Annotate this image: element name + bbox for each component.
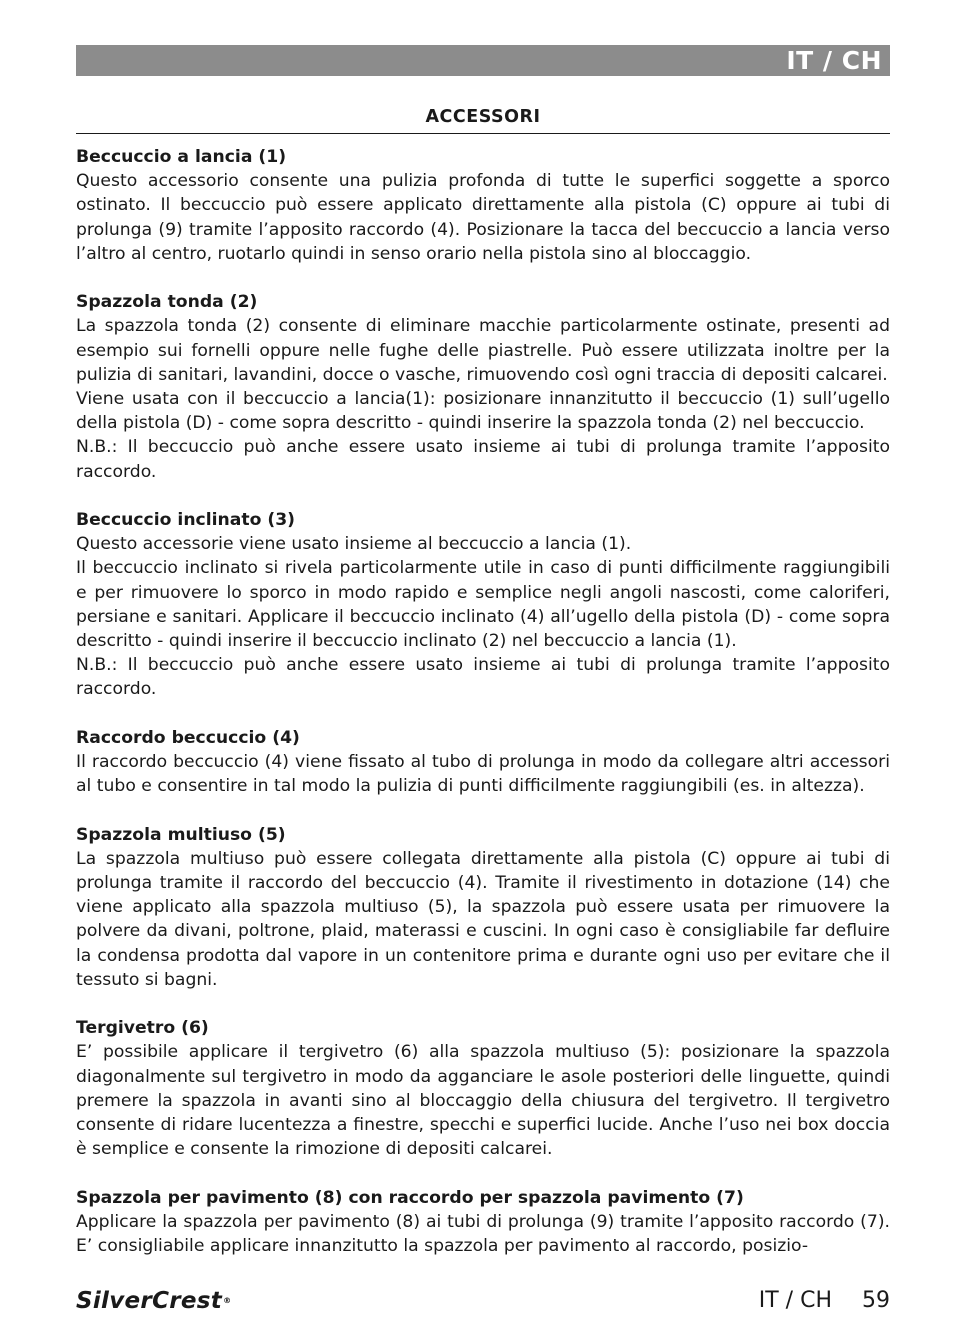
section-paragraph: Questo accessorio consente una pulizia profonda di tutte le superfici soggette a sporco ostinato. Il beccuccio può essere applicato direttamente alla pistola (C) oppure ai tubi di prolunga (9) tramite l’apposito raccordo (4). Posizionare la tacca del beccuccio a lancia verso l’altro al centro, ruotarlo quindi in senso orario nella pistola sino al bloccaggio.: [76, 171, 890, 264]
section-block: [76, 290, 890, 484]
section-block: [76, 145, 890, 266]
section-heading: Tergivetro (6): [76, 1018, 209, 1039]
section-paragraph: Viene usata con il beccuccio a lancia(1): posizionare innanzitutto il beccuccio (1) sull’ugello della pistola (D) - come sopra descritto - quindi inserire la spazzola tonda (2) nel beccuccio.: [76, 389, 890, 434]
section-block: [76, 1016, 890, 1161]
section-paragraph: N.B.: Il beccuccio può anche essere usato insieme ai tubi di prolunga tramite l’apposito raccordo.: [76, 655, 890, 700]
section-heading: Beccuccio a lancia (1): [76, 147, 287, 167]
brand-logo: SilverCrest®: [76, 1288, 232, 1314]
section-paragraph: Il beccuccio inclinato si rivela particolarmente utile in caso di punti difficilmente raggiungibili e per rimuovere lo sporco in modo rapido e semplice negli angoli nascosti, come caloriferi, persiane e sanitari. Applicare il beccuccio inclinato (4) all’ugello della pistola (D) - come sopra descritto - quindi inserire il beccuccio inclinato (2) nel beccuccio a lancia (1).: [76, 558, 890, 652]
section-title: ACCESSORI: [425, 107, 541, 127]
section-paragraph: La spazzola tonda (2) consente di eliminare macchie particolarmente ostinate, presenti ad esempio sui fornelli oppure nelle fughe delle piastrelle. Può essere utilizzata inoltre per la pulizia di sanitari, lavandini, docce o vasche, rimuovendo così ogni traccia di depositi calcarei.: [76, 316, 890, 385]
section-paragraph: Applicare la spazzola per pavimento (8) ai tubi di prolunga (9) tramite l’apposito raccordo (7). E’ consigliabile applicare innanzitutto la spazzola per pavimento al raccordo, posizio-: [76, 1211, 890, 1257]
section-paragraph: Il raccordo beccuccio (4) viene fissato al tubo di prolunga in modo da collegare altri accessori al tubo e consentire in tal modo la pulizia di punti difficilmente raggiungibili (es. in altezza).: [76, 752, 890, 797]
document-body: [76, 145, 890, 1282]
footer-language: IT / CH: [758, 1288, 832, 1313]
header-language-label: IT / CH: [786, 46, 882, 75]
section-block: [76, 823, 890, 992]
page-number: 59: [862, 1288, 890, 1313]
section-paragraph: La spazzola multiuso può essere collegata direttamente alla pistola (C) oppure ai tubi di prolunga tramite il raccordo del beccuccio (4). Tramite il rivestimento in dotazione (14) che viene applicato alla spazzola multiuso (5), la spazzola può essere usata per rimuovere la polvere da divani, poltrone, plaid, materassi e cuscini. In ogni caso è consigliabile far defluire la condensa prodotta dal vapore in un contenitore prima e durante ogni uso per evitare che il tessuto si bagni.: [76, 848, 890, 990]
section-paragraph: E’ possibile applicare il tergivetro (6) alla spazzola multiuso (5): posizionare la spazzola diagonalmente sul tergivetro in modo da agganciare le asole posteriori delle linguette, quindi premere la spazzola in avanti sino al bloccaggio della chiusura del tergivetro. Il tergivetro consente di ridare lucentezza a finestre, specchi e superfici lucide. Anche l’uso nei box doccia è semplice e consente la rimozione di depositi calcarei.: [76, 1042, 890, 1160]
section-paragraph: N.B.: Il beccuccio può anche essere usato insieme ai tubi di prolunga tramite l’apposito raccordo.: [76, 437, 890, 482]
header-bar: [76, 45, 890, 76]
section-heading: Spazzola tonda (2): [76, 292, 258, 313]
section-heading: Raccordo beccuccio (4): [76, 727, 300, 748]
section-block: [76, 508, 890, 702]
section-block: [76, 1186, 890, 1259]
section-heading: Beccuccio inclinato (3): [76, 510, 296, 531]
section-paragraph: Questo accessorie viene usato insieme al beccuccio a lancia (1).: [76, 534, 632, 555]
page-footer: [759, 1288, 890, 1314]
section-divider: [76, 133, 890, 134]
section-block: [76, 726, 890, 799]
section-heading: Spazzola per pavimento (8) con raccordo per spazzola pavimento (7): [76, 1187, 744, 1208]
section-heading: Spazzola multiuso (5): [76, 824, 286, 845]
